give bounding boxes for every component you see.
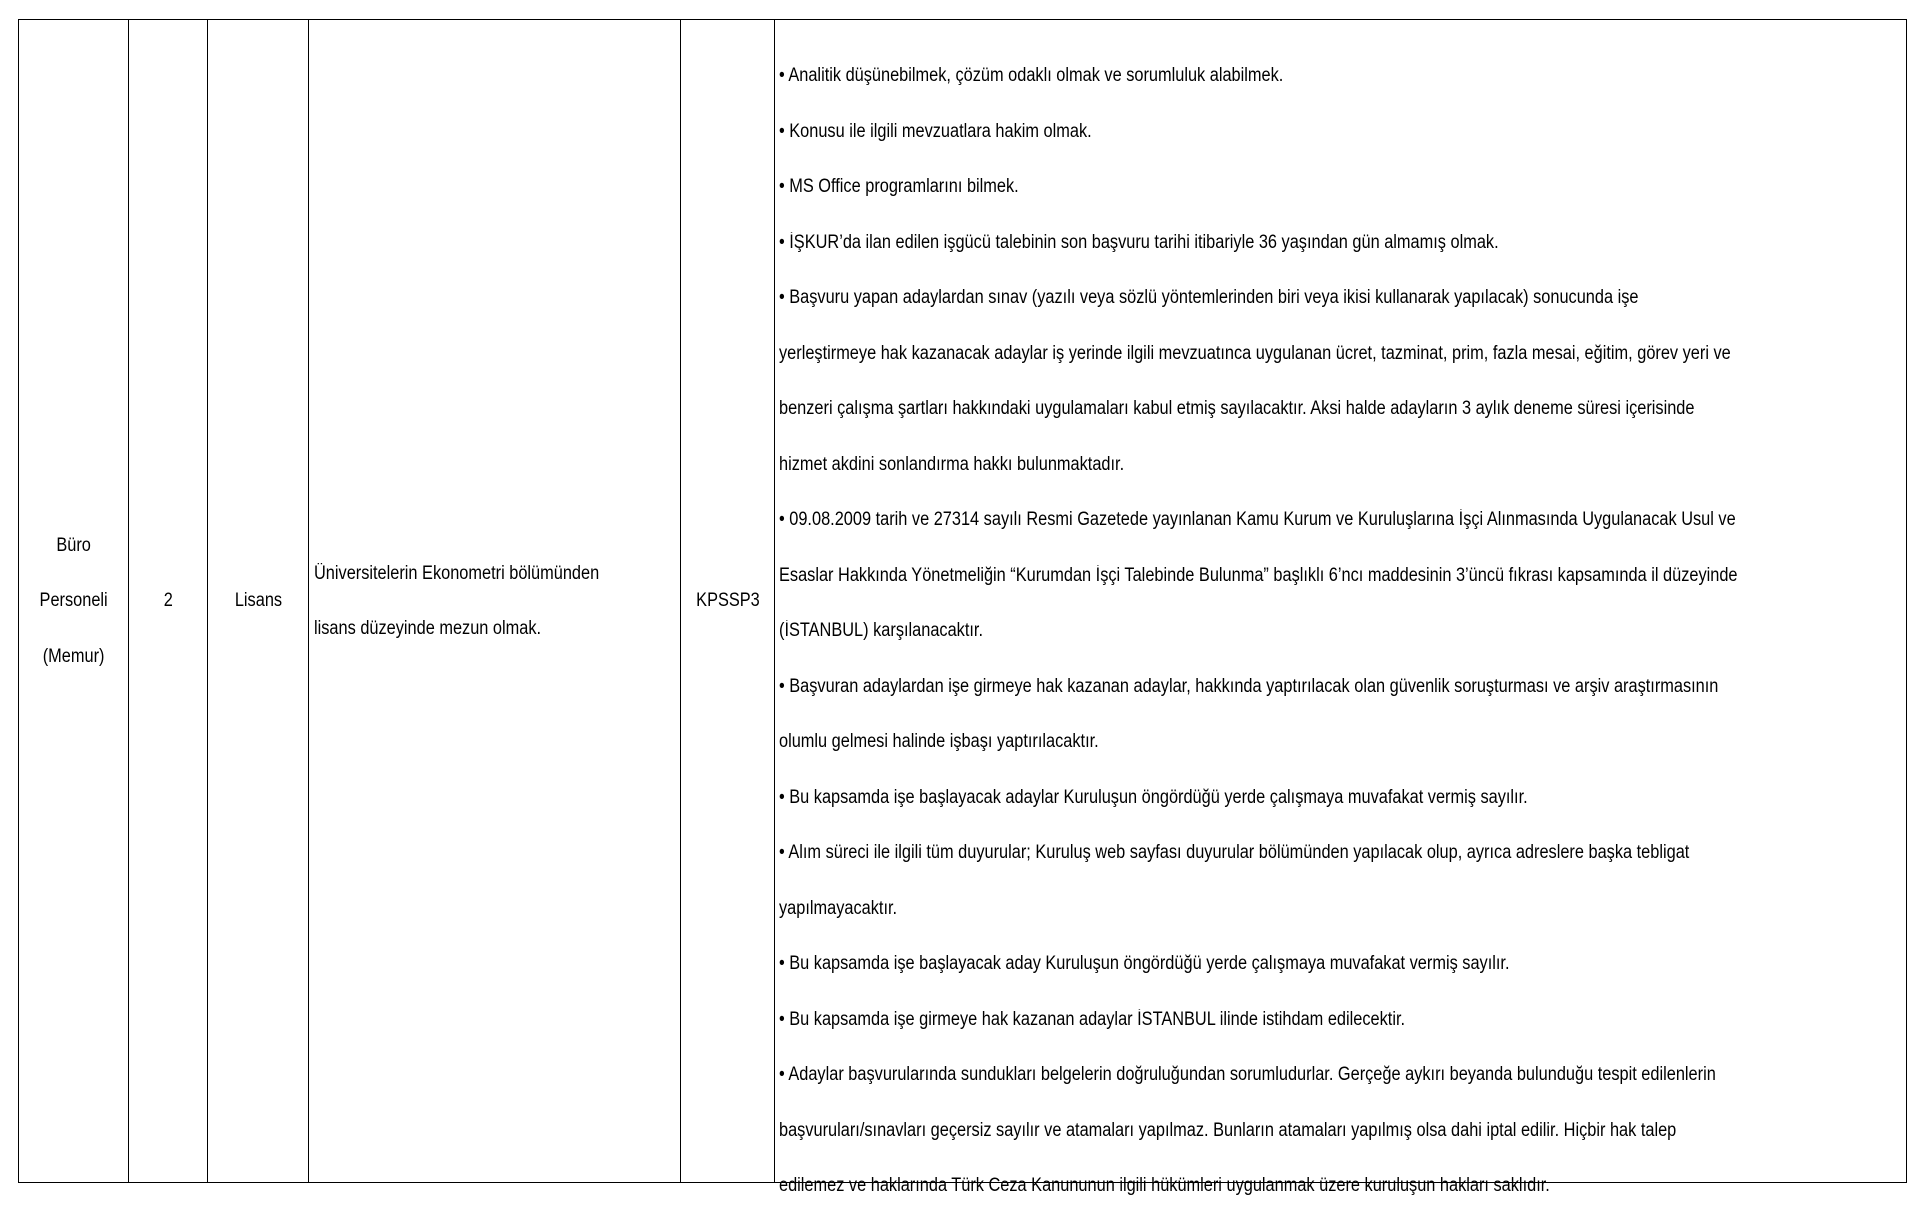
position-cell — [19, 20, 129, 1182]
description-line: (İSTANBUL) karşılanacaktır. — [779, 620, 984, 641]
description-cell — [775, 20, 1906, 1196]
description-line: yapılmayacaktır. — [779, 897, 898, 919]
description-line: başvuruları/sınavları geçersiz sayılır ve atamaları yapılmaz. Bunların atamaları yapılmış olsa dahi iptal edilir. Hiçbir hak talep — [779, 1119, 1677, 1141]
description-line: • Bu kapsamda işe başlayacak adaylar Kuruluşun öngördüğü yerde çalışmaya muvafakat vermiş sayılır. — [779, 786, 1528, 808]
description-line: • Adaylar başvurularında sundukları belgelerin doğruluğundan sorumludurlar. Gerçeğe aykırı beyanda bulunduğu tespit edilenlerin — [779, 1064, 1716, 1085]
kpss-score-type: KPSSP3 — [695, 590, 760, 611]
description-line: hizmet akdini sonlandırma hakkı bulunmaktadır. — [779, 453, 1125, 475]
description-line: • Bu kapsamda işe girmeye hak kazanan adaylar İSTANBUL ilinde istihdam edilecektir. — [779, 1008, 1406, 1030]
description-line: Esaslar Hakkında Yönetmeliğin “Kurumdan İşçi Talebinde Bulunma” başlıklı 6’ncı maddesinin 3’üncü fıkrası kapsamında il düzeyinde — [779, 564, 1738, 586]
position-count: 2 — [163, 590, 173, 611]
description-line: • Başvuru yapan adaylardan sınav (yazılı veya sözlü yöntemlerinden biri veya ikisi kullanarak yapılacak) sonucunda işe — [779, 287, 1639, 308]
description-line: yerleştirmeye hak kazanacak adaylar iş yerinde ilgili mevzuatınca uygulanan ücret, tazminat, prim, fazla mesai, eğitim, görev yeri ve — [779, 342, 1731, 364]
description-line: • Bu kapsamda işe başlayacak aday Kuruluşun öngördüğü yerde çalışmaya muvafakat vermiş sayılır. — [779, 953, 1510, 974]
count-cell — [129, 20, 208, 1182]
requirement-text — [314, 546, 646, 657]
position-title — [34, 518, 113, 685]
description-line: olumlu gelmesi halinde işbaşı yaptırılacaktır. — [779, 731, 1099, 752]
description-line: • Konusu ile ilgili mevzuatlara hakim olmak. — [779, 120, 1092, 142]
description-line: benzeri çalışma şartları hakkındaki uygulamaları kabul etmiş sayılacaktır. Aksi halde adayların 3 aylık deneme süresi içerisinde — [779, 398, 1695, 419]
description-line: • Başvuran adaylardan işe girmeye hak kazanan adaylar, hakkında yaptırılacak olan güvenlik soruşturması ve arşiv araştırmasının — [779, 675, 1719, 697]
description-list — [779, 48, 1894, 1214]
requirement-cell — [309, 20, 681, 1182]
description-line: • 09.08.2009 tarih ve 27314 sayılı Resmi Gazetede yayınlanan Kamu Kurum ve Kuruluşlarına İşçi Alınmasında Uygulanacak Usul ve — [779, 509, 1736, 530]
kpss-cell — [681, 20, 775, 1182]
requirement-line: lisans düzeyinde mezun olmak. — [314, 618, 542, 639]
description-line: • İŞKUR’da ilan edilen işgücü talebinin son başvuru tarihi itibariyle 36 yaşından gün almamış olmak. — [779, 231, 1499, 253]
description-line: edilemez ve haklarında Türk Ceza Kanununun ilgili hükümleri uygulanmak üzere kuruluşun hakları saklıdır. — [779, 1175, 1550, 1196]
description-line: • Alım süreci ile ilgili tüm duyurular; Kuruluş web sayfası duyurular bölümünden yapılacak olup, ayrıca adreslere başka tebligat — [779, 842, 1690, 863]
education-level: Lisans — [234, 590, 282, 611]
description-line: • MS Office programlarını bilmek. — [779, 176, 1019, 197]
requirement-line: Üniversitelerin Ekonometri bölümünden — [314, 562, 600, 584]
education-cell — [208, 20, 309, 1182]
position-line: (Memur) — [42, 645, 105, 667]
description-line: • Analitik düşünebilmek, çözüm odaklı olmak ve sorumluluk alabilmek. — [779, 65, 1284, 86]
job-listing-table — [18, 19, 1907, 1196]
position-line: Büro — [56, 534, 91, 556]
position-line: Personeli — [39, 590, 108, 612]
